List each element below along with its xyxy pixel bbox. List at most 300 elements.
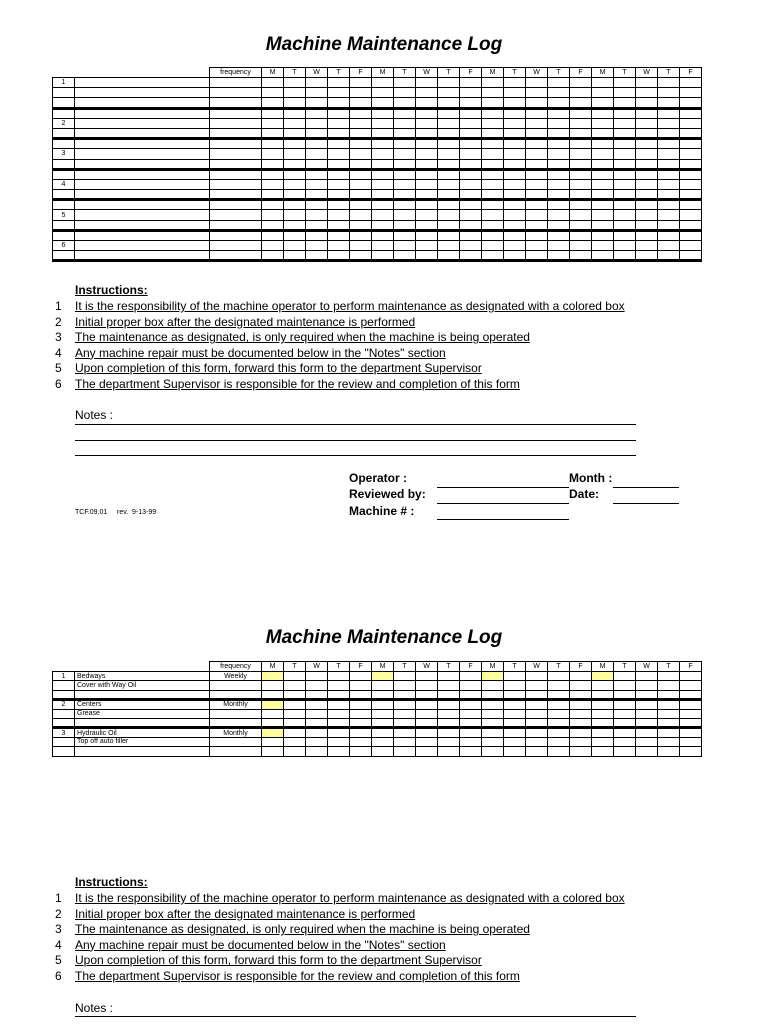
day-checkbox-cell[interactable] <box>482 709 504 718</box>
day-checkbox-cell[interactable] <box>504 251 526 261</box>
day-checkbox-cell[interactable] <box>680 159 702 169</box>
day-checkbox-cell[interactable] <box>438 728 460 737</box>
day-checkbox-cell[interactable] <box>570 210 592 220</box>
day-checkbox-cell[interactable] <box>438 128 460 138</box>
day-checkbox-cell[interactable] <box>570 728 592 737</box>
day-checkbox-cell[interactable] <box>284 672 306 681</box>
day-checkbox-cell[interactable] <box>614 210 636 220</box>
day-checkbox-cell[interactable] <box>328 139 350 149</box>
day-checkbox-cell[interactable] <box>372 728 394 737</box>
day-checkbox-cell[interactable] <box>460 78 482 88</box>
day-checkbox-cell[interactable] <box>504 159 526 169</box>
day-checkbox-cell[interactable] <box>658 220 680 230</box>
day-checkbox-cell[interactable] <box>394 241 416 251</box>
day-checkbox-cell[interactable] <box>328 681 350 690</box>
day-checkbox-cell[interactable] <box>350 128 372 138</box>
day-checkbox-cell[interactable] <box>548 159 570 169</box>
day-checkbox-cell[interactable] <box>526 159 548 169</box>
day-checkbox-cell[interactable] <box>372 200 394 210</box>
day-checkbox-cell[interactable] <box>306 700 328 709</box>
day-checkbox-cell[interactable] <box>636 98 658 108</box>
day-checkbox-cell[interactable] <box>548 681 570 690</box>
day-checkbox-cell[interactable] <box>636 78 658 88</box>
highlighted-day-cell[interactable] <box>372 672 394 681</box>
day-checkbox-cell[interactable] <box>614 190 636 200</box>
day-checkbox-cell[interactable] <box>372 169 394 179</box>
day-checkbox-cell[interactable] <box>504 690 526 699</box>
day-checkbox-cell[interactable] <box>306 88 328 98</box>
day-checkbox-cell[interactable] <box>262 190 284 200</box>
day-checkbox-cell[interactable] <box>416 700 438 709</box>
day-checkbox-cell[interactable] <box>548 220 570 230</box>
frequency-cell[interactable] <box>210 709 262 718</box>
day-checkbox-cell[interactable] <box>636 200 658 210</box>
day-checkbox-cell[interactable] <box>460 210 482 220</box>
day-checkbox-cell[interactable] <box>306 139 328 149</box>
day-checkbox-cell[interactable] <box>614 149 636 159</box>
day-checkbox-cell[interactable] <box>482 718 504 727</box>
day-checkbox-cell[interactable] <box>306 220 328 230</box>
day-checkbox-cell[interactable] <box>306 118 328 128</box>
day-checkbox-cell[interactable] <box>394 672 416 681</box>
day-checkbox-cell[interactable] <box>570 230 592 240</box>
day-checkbox-cell[interactable] <box>394 690 416 699</box>
day-checkbox-cell[interactable] <box>438 78 460 88</box>
day-checkbox-cell[interactable] <box>416 690 438 699</box>
day-checkbox-cell[interactable] <box>504 139 526 149</box>
day-checkbox-cell[interactable] <box>680 251 702 261</box>
day-checkbox-cell[interactable] <box>262 169 284 179</box>
day-checkbox-cell[interactable] <box>262 681 284 690</box>
day-checkbox-cell[interactable] <box>548 169 570 179</box>
day-checkbox-cell[interactable] <box>482 88 504 98</box>
day-checkbox-cell[interactable] <box>416 200 438 210</box>
day-checkbox-cell[interactable] <box>570 190 592 200</box>
day-checkbox-cell[interactable] <box>350 251 372 261</box>
day-checkbox-cell[interactable] <box>680 118 702 128</box>
day-checkbox-cell[interactable] <box>394 78 416 88</box>
day-checkbox-cell[interactable] <box>636 169 658 179</box>
day-checkbox-cell[interactable] <box>680 139 702 149</box>
day-checkbox-cell[interactable] <box>614 728 636 737</box>
day-checkbox-cell[interactable] <box>416 149 438 159</box>
day-checkbox-cell[interactable] <box>438 747 460 756</box>
day-checkbox-cell[interactable] <box>526 118 548 128</box>
day-checkbox-cell[interactable] <box>284 190 306 200</box>
day-checkbox-cell[interactable] <box>548 139 570 149</box>
day-checkbox-cell[interactable] <box>460 681 482 690</box>
day-checkbox-cell[interactable] <box>306 718 328 727</box>
frequency-cell[interactable] <box>210 179 262 189</box>
day-checkbox-cell[interactable] <box>460 728 482 737</box>
reviewed-by-field[interactable] <box>437 503 569 504</box>
day-checkbox-cell[interactable] <box>262 179 284 189</box>
day-checkbox-cell[interactable] <box>394 737 416 746</box>
day-checkbox-cell[interactable] <box>570 118 592 128</box>
day-checkbox-cell[interactable] <box>680 672 702 681</box>
day-checkbox-cell[interactable] <box>438 149 460 159</box>
day-checkbox-cell[interactable] <box>284 159 306 169</box>
day-checkbox-cell[interactable] <box>658 700 680 709</box>
day-checkbox-cell[interactable] <box>394 159 416 169</box>
day-checkbox-cell[interactable] <box>658 149 680 159</box>
day-checkbox-cell[interactable] <box>482 200 504 210</box>
day-checkbox-cell[interactable] <box>504 681 526 690</box>
day-checkbox-cell[interactable] <box>460 700 482 709</box>
day-checkbox-cell[interactable] <box>680 190 702 200</box>
day-checkbox-cell[interactable] <box>570 220 592 230</box>
day-checkbox-cell[interactable] <box>504 98 526 108</box>
highlighted-day-cell[interactable] <box>592 672 614 681</box>
day-checkbox-cell[interactable] <box>636 728 658 737</box>
day-checkbox-cell[interactable] <box>658 139 680 149</box>
day-checkbox-cell[interactable] <box>548 190 570 200</box>
day-checkbox-cell[interactable] <box>328 747 350 756</box>
day-checkbox-cell[interactable] <box>570 169 592 179</box>
day-checkbox-cell[interactable] <box>658 159 680 169</box>
day-checkbox-cell[interactable] <box>372 108 394 118</box>
day-checkbox-cell[interactable] <box>350 690 372 699</box>
day-checkbox-cell[interactable] <box>350 737 372 746</box>
day-checkbox-cell[interactable] <box>372 78 394 88</box>
day-checkbox-cell[interactable] <box>350 190 372 200</box>
day-checkbox-cell[interactable] <box>350 118 372 128</box>
day-checkbox-cell[interactable] <box>328 230 350 240</box>
day-checkbox-cell[interactable] <box>570 179 592 189</box>
day-checkbox-cell[interactable] <box>592 128 614 138</box>
day-checkbox-cell[interactable] <box>504 241 526 251</box>
day-checkbox-cell[interactable] <box>372 128 394 138</box>
day-checkbox-cell[interactable] <box>526 681 548 690</box>
day-checkbox-cell[interactable] <box>416 118 438 128</box>
day-checkbox-cell[interactable] <box>592 230 614 240</box>
day-checkbox-cell[interactable] <box>306 179 328 189</box>
day-checkbox-cell[interactable] <box>548 149 570 159</box>
task-description-cell[interactable] <box>75 210 210 220</box>
day-checkbox-cell[interactable] <box>416 179 438 189</box>
day-checkbox-cell[interactable] <box>284 98 306 108</box>
day-checkbox-cell[interactable] <box>262 220 284 230</box>
day-checkbox-cell[interactable] <box>394 220 416 230</box>
day-checkbox-cell[interactable] <box>460 672 482 681</box>
day-checkbox-cell[interactable] <box>416 98 438 108</box>
task-description-cell[interactable] <box>75 139 210 149</box>
day-checkbox-cell[interactable] <box>482 700 504 709</box>
day-checkbox-cell[interactable] <box>570 149 592 159</box>
day-checkbox-cell[interactable] <box>262 118 284 128</box>
day-checkbox-cell[interactable] <box>570 128 592 138</box>
day-checkbox-cell[interactable] <box>306 690 328 699</box>
day-checkbox-cell[interactable] <box>328 728 350 737</box>
day-checkbox-cell[interactable] <box>570 251 592 261</box>
day-checkbox-cell[interactable] <box>614 108 636 118</box>
day-checkbox-cell[interactable] <box>680 169 702 179</box>
day-checkbox-cell[interactable] <box>482 241 504 251</box>
day-checkbox-cell[interactable] <box>482 149 504 159</box>
day-checkbox-cell[interactable] <box>570 690 592 699</box>
day-checkbox-cell[interactable] <box>526 78 548 88</box>
frequency-cell[interactable] <box>210 690 262 699</box>
day-checkbox-cell[interactable] <box>328 128 350 138</box>
day-checkbox-cell[interactable] <box>460 737 482 746</box>
day-checkbox-cell[interactable] <box>504 200 526 210</box>
day-checkbox-cell[interactable] <box>614 78 636 88</box>
day-checkbox-cell[interactable] <box>504 190 526 200</box>
day-checkbox-cell[interactable] <box>416 169 438 179</box>
day-checkbox-cell[interactable] <box>328 210 350 220</box>
day-checkbox-cell[interactable] <box>614 747 636 756</box>
day-checkbox-cell[interactable] <box>460 169 482 179</box>
day-checkbox-cell[interactable] <box>416 737 438 746</box>
day-checkbox-cell[interactable] <box>460 139 482 149</box>
day-checkbox-cell[interactable] <box>416 251 438 261</box>
day-checkbox-cell[interactable] <box>438 220 460 230</box>
day-checkbox-cell[interactable] <box>328 190 350 200</box>
day-checkbox-cell[interactable] <box>592 690 614 699</box>
day-checkbox-cell[interactable] <box>482 108 504 118</box>
day-checkbox-cell[interactable] <box>526 718 548 727</box>
day-checkbox-cell[interactable] <box>460 179 482 189</box>
day-checkbox-cell[interactable] <box>526 149 548 159</box>
day-checkbox-cell[interactable] <box>438 88 460 98</box>
task-description-cell[interactable]: Bedways <box>75 672 210 681</box>
task-description-cell[interactable] <box>75 241 210 251</box>
day-checkbox-cell[interactable] <box>460 251 482 261</box>
day-checkbox-cell[interactable] <box>262 690 284 699</box>
day-checkbox-cell[interactable] <box>658 169 680 179</box>
day-checkbox-cell[interactable] <box>658 672 680 681</box>
day-checkbox-cell[interactable] <box>504 220 526 230</box>
day-checkbox-cell[interactable] <box>614 251 636 261</box>
day-checkbox-cell[interactable] <box>350 672 372 681</box>
day-checkbox-cell[interactable] <box>394 728 416 737</box>
day-checkbox-cell[interactable] <box>614 98 636 108</box>
day-checkbox-cell[interactable] <box>262 737 284 746</box>
day-checkbox-cell[interactable] <box>350 709 372 718</box>
day-checkbox-cell[interactable] <box>350 159 372 169</box>
notes-line[interactable] <box>75 1016 636 1017</box>
day-checkbox-cell[interactable] <box>328 118 350 128</box>
day-checkbox-cell[interactable] <box>526 737 548 746</box>
day-checkbox-cell[interactable] <box>306 78 328 88</box>
day-checkbox-cell[interactable] <box>548 210 570 220</box>
day-checkbox-cell[interactable] <box>350 747 372 756</box>
day-checkbox-cell[interactable] <box>394 709 416 718</box>
day-checkbox-cell[interactable] <box>570 747 592 756</box>
day-checkbox-cell[interactable] <box>680 210 702 220</box>
frequency-cell[interactable] <box>210 241 262 251</box>
day-checkbox-cell[interactable] <box>526 220 548 230</box>
date-field[interactable] <box>613 503 679 504</box>
day-checkbox-cell[interactable] <box>350 681 372 690</box>
day-checkbox-cell[interactable] <box>394 139 416 149</box>
day-checkbox-cell[interactable] <box>482 690 504 699</box>
task-description-cell[interactable] <box>75 690 210 699</box>
day-checkbox-cell[interactable] <box>460 230 482 240</box>
day-checkbox-cell[interactable] <box>350 728 372 737</box>
day-checkbox-cell[interactable] <box>350 200 372 210</box>
day-checkbox-cell[interactable] <box>636 700 658 709</box>
day-checkbox-cell[interactable] <box>262 709 284 718</box>
day-checkbox-cell[interactable] <box>526 690 548 699</box>
day-checkbox-cell[interactable] <box>614 200 636 210</box>
day-checkbox-cell[interactable] <box>328 200 350 210</box>
day-checkbox-cell[interactable] <box>306 230 328 240</box>
day-checkbox-cell[interactable] <box>350 700 372 709</box>
day-checkbox-cell[interactable] <box>680 728 702 737</box>
frequency-cell[interactable] <box>210 149 262 159</box>
day-checkbox-cell[interactable] <box>438 681 460 690</box>
day-checkbox-cell[interactable] <box>614 118 636 128</box>
day-checkbox-cell[interactable] <box>416 230 438 240</box>
day-checkbox-cell[interactable] <box>570 709 592 718</box>
task-description-cell[interactable] <box>75 251 210 261</box>
day-checkbox-cell[interactable] <box>636 690 658 699</box>
day-checkbox-cell[interactable] <box>658 200 680 210</box>
day-checkbox-cell[interactable] <box>328 690 350 699</box>
day-checkbox-cell[interactable] <box>328 737 350 746</box>
day-checkbox-cell[interactable] <box>592 747 614 756</box>
day-checkbox-cell[interactable] <box>350 78 372 88</box>
day-checkbox-cell[interactable] <box>592 108 614 118</box>
task-description-cell[interactable] <box>75 747 210 756</box>
day-checkbox-cell[interactable] <box>680 737 702 746</box>
day-checkbox-cell[interactable] <box>262 88 284 98</box>
day-checkbox-cell[interactable] <box>614 681 636 690</box>
day-checkbox-cell[interactable] <box>636 108 658 118</box>
day-checkbox-cell[interactable] <box>592 88 614 98</box>
day-checkbox-cell[interactable] <box>460 118 482 128</box>
day-checkbox-cell[interactable] <box>394 118 416 128</box>
task-description-cell[interactable] <box>75 128 210 138</box>
day-checkbox-cell[interactable] <box>284 169 306 179</box>
day-checkbox-cell[interactable] <box>504 88 526 98</box>
day-checkbox-cell[interactable] <box>482 78 504 88</box>
day-checkbox-cell[interactable] <box>548 737 570 746</box>
day-checkbox-cell[interactable] <box>460 709 482 718</box>
day-checkbox-cell[interactable] <box>570 241 592 251</box>
day-checkbox-cell[interactable] <box>636 681 658 690</box>
day-checkbox-cell[interactable] <box>306 159 328 169</box>
day-checkbox-cell[interactable] <box>614 159 636 169</box>
frequency-cell[interactable] <box>210 88 262 98</box>
day-checkbox-cell[interactable] <box>438 241 460 251</box>
day-checkbox-cell[interactable] <box>284 149 306 159</box>
day-checkbox-cell[interactable] <box>504 747 526 756</box>
highlighted-day-cell[interactable] <box>262 728 284 737</box>
day-checkbox-cell[interactable] <box>504 737 526 746</box>
day-checkbox-cell[interactable] <box>350 220 372 230</box>
frequency-cell[interactable] <box>210 681 262 690</box>
day-checkbox-cell[interactable] <box>570 718 592 727</box>
day-checkbox-cell[interactable] <box>570 681 592 690</box>
day-checkbox-cell[interactable] <box>636 672 658 681</box>
day-checkbox-cell[interactable] <box>680 718 702 727</box>
day-checkbox-cell[interactable] <box>680 128 702 138</box>
day-checkbox-cell[interactable] <box>438 98 460 108</box>
day-checkbox-cell[interactable] <box>438 737 460 746</box>
day-checkbox-cell[interactable] <box>350 98 372 108</box>
day-checkbox-cell[interactable] <box>350 179 372 189</box>
day-checkbox-cell[interactable] <box>460 747 482 756</box>
frequency-cell[interactable] <box>210 108 262 118</box>
day-checkbox-cell[interactable] <box>680 747 702 756</box>
day-checkbox-cell[interactable] <box>416 159 438 169</box>
day-checkbox-cell[interactable] <box>306 210 328 220</box>
day-checkbox-cell[interactable] <box>460 220 482 230</box>
day-checkbox-cell[interactable] <box>394 718 416 727</box>
day-checkbox-cell[interactable] <box>416 108 438 118</box>
day-checkbox-cell[interactable] <box>636 118 658 128</box>
day-checkbox-cell[interactable] <box>636 88 658 98</box>
day-checkbox-cell[interactable] <box>372 690 394 699</box>
day-checkbox-cell[interactable] <box>328 98 350 108</box>
day-checkbox-cell[interactable] <box>680 230 702 240</box>
frequency-cell[interactable] <box>210 230 262 240</box>
task-description-cell[interactable] <box>75 169 210 179</box>
day-checkbox-cell[interactable] <box>284 709 306 718</box>
day-checkbox-cell[interactable] <box>548 179 570 189</box>
day-checkbox-cell[interactable] <box>262 200 284 210</box>
day-checkbox-cell[interactable] <box>504 672 526 681</box>
day-checkbox-cell[interactable] <box>526 200 548 210</box>
day-checkbox-cell[interactable] <box>658 190 680 200</box>
day-checkbox-cell[interactable] <box>350 230 372 240</box>
day-checkbox-cell[interactable] <box>416 78 438 88</box>
frequency-cell[interactable] <box>210 220 262 230</box>
day-checkbox-cell[interactable] <box>482 747 504 756</box>
day-checkbox-cell[interactable] <box>570 737 592 746</box>
day-checkbox-cell[interactable] <box>614 220 636 230</box>
day-checkbox-cell[interactable] <box>350 241 372 251</box>
day-checkbox-cell[interactable] <box>636 230 658 240</box>
day-checkbox-cell[interactable] <box>526 709 548 718</box>
day-checkbox-cell[interactable] <box>658 709 680 718</box>
day-checkbox-cell[interactable] <box>284 220 306 230</box>
day-checkbox-cell[interactable] <box>284 700 306 709</box>
task-description-cell[interactable] <box>75 149 210 159</box>
task-description-cell[interactable] <box>75 718 210 727</box>
task-description-cell[interactable]: Top off auto filler <box>75 737 210 746</box>
day-checkbox-cell[interactable] <box>680 700 702 709</box>
day-checkbox-cell[interactable] <box>438 709 460 718</box>
day-checkbox-cell[interactable] <box>438 190 460 200</box>
day-checkbox-cell[interactable] <box>658 98 680 108</box>
day-checkbox-cell[interactable] <box>284 128 306 138</box>
day-checkbox-cell[interactable] <box>438 230 460 240</box>
day-checkbox-cell[interactable] <box>262 128 284 138</box>
day-checkbox-cell[interactable] <box>614 700 636 709</box>
day-checkbox-cell[interactable] <box>570 159 592 169</box>
day-checkbox-cell[interactable] <box>460 98 482 108</box>
day-checkbox-cell[interactable] <box>570 88 592 98</box>
day-checkbox-cell[interactable] <box>394 210 416 220</box>
day-checkbox-cell[interactable] <box>482 98 504 108</box>
day-checkbox-cell[interactable] <box>658 118 680 128</box>
day-checkbox-cell[interactable] <box>636 737 658 746</box>
day-checkbox-cell[interactable] <box>372 241 394 251</box>
day-checkbox-cell[interactable] <box>504 230 526 240</box>
day-checkbox-cell[interactable] <box>328 241 350 251</box>
day-checkbox-cell[interactable] <box>548 78 570 88</box>
task-description-cell[interactable] <box>75 98 210 108</box>
day-checkbox-cell[interactable] <box>284 718 306 727</box>
day-checkbox-cell[interactable] <box>658 747 680 756</box>
highlighted-day-cell[interactable] <box>482 672 504 681</box>
task-description-cell[interactable]: Hydraulic Oil <box>75 728 210 737</box>
frequency-cell[interactable]: Monthly <box>210 728 262 737</box>
day-checkbox-cell[interactable] <box>394 128 416 138</box>
